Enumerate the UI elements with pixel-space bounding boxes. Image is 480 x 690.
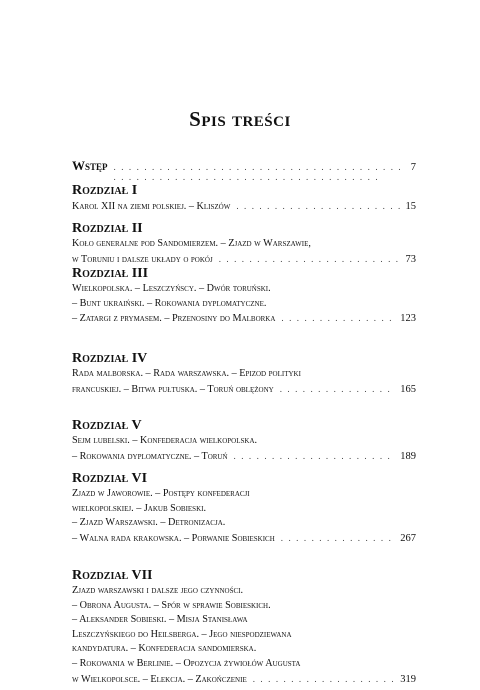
description-text: w Toruniu i dalsze układy o pokój xyxy=(72,253,213,265)
description-text: Sejm lubelski. – Konfederacja wielkopolska. xyxy=(72,435,258,446)
dot-leader xyxy=(234,449,395,464)
chapter-description-line xyxy=(72,297,416,312)
description-text: Leszczyńskiego do Heilsberga. – Jego niespodziewana xyxy=(72,628,292,640)
chapter-description-line xyxy=(72,613,416,628)
description-text: – Aleksander Sobieski. – Misja Stanisława xyxy=(72,614,248,626)
chapter-heading: Rozdział VI xyxy=(72,471,148,486)
chapter-description-line xyxy=(72,252,416,268)
toc-chapter-3 xyxy=(72,266,416,327)
description-text: Wielkopolska. – Leszczyńscy. – Dwór toruński. xyxy=(72,283,271,294)
description-text: – Walna rada krakowska. – Porwanie Sobieskich xyxy=(72,532,275,544)
toc-chapter-6 xyxy=(72,471,416,546)
chapter-description-line xyxy=(72,434,416,449)
page-number: 189 xyxy=(400,450,416,462)
chapter-description-line xyxy=(72,531,416,547)
chapter-description-line xyxy=(72,584,416,599)
chapter-description-line xyxy=(72,199,416,215)
chapter-description-line xyxy=(72,672,416,688)
description-text: Koło generalne pod Sandomierzem. – Zjazd w Warszawie, xyxy=(72,238,311,249)
chapter-heading: Rozdział VII xyxy=(72,568,153,583)
page-number: 319 xyxy=(400,673,416,685)
chapter-description-line xyxy=(72,642,416,657)
page-number: 7 xyxy=(410,162,416,173)
chapter-description-line xyxy=(72,367,416,382)
description-text: – Rokowania dyplomatyczne. – Toruń xyxy=(72,450,228,462)
dot-leader xyxy=(114,162,405,182)
chapter-description-line xyxy=(72,628,416,643)
chapter-heading: Rozdział V xyxy=(72,418,142,433)
toc-chapter-5 xyxy=(72,418,416,464)
page-number: 73 xyxy=(405,253,416,265)
page-number: 123 xyxy=(400,313,416,325)
description-text: francuskiej. – Bitwa pułtuska. – Toruń oblężony xyxy=(72,383,274,395)
chapter-heading: Rozdział III xyxy=(72,266,149,281)
description-text: wielkopolskiej. – Jakub Sobieski. xyxy=(72,502,207,514)
page-number: 15 xyxy=(405,201,416,212)
chapter-description-line xyxy=(72,487,416,502)
description-text: Zjazd warszawski i dalsze jego czynności. xyxy=(72,585,244,596)
description-text: – Zjazd Warszawski. – Detronizacja. xyxy=(72,517,226,529)
page-number: 267 xyxy=(400,532,416,544)
dot-leader xyxy=(253,672,395,687)
chapter-description-line xyxy=(72,516,416,531)
dot-leader xyxy=(236,199,399,214)
description-text: – Bunt ukraiński. – Rokowania dyplomatyczne. xyxy=(72,297,267,309)
description-text: Zjazd w Jaworowie. – Postępy konfederacji xyxy=(72,488,250,499)
chapter-description-line xyxy=(72,311,416,327)
dot-leader xyxy=(281,311,394,326)
page-title: Spis treści xyxy=(189,107,291,131)
chapter-description-line xyxy=(72,449,416,465)
dot-leader xyxy=(219,252,400,267)
description-text: – Obrona Augusta. – Spór w sprawie Sobieskich. xyxy=(72,599,271,611)
toc-chapter-7 xyxy=(72,568,416,687)
page-number: 165 xyxy=(400,383,416,395)
chapter-description-line xyxy=(72,599,416,614)
chapter-description-line xyxy=(72,502,416,517)
description-text: kandydatura. – Konfederacja sandomierska. xyxy=(72,643,257,655)
chapter-heading: Rozdział I xyxy=(72,183,138,198)
toc-entry-intro xyxy=(72,158,416,182)
dot-leader xyxy=(280,382,395,397)
chapter-heading: Rozdział IV xyxy=(72,351,148,366)
chapter-description-line xyxy=(72,282,416,297)
toc-chapter-1 xyxy=(72,183,416,215)
chapter-heading: Rozdział II xyxy=(72,221,143,236)
description-text: – Zatargi z prymasem. – Przenosiny do Malborka xyxy=(72,313,276,325)
chapter-description-line xyxy=(72,657,416,672)
chapter-description-line xyxy=(72,237,416,252)
toc-chapter-4 xyxy=(72,351,416,397)
intro-label: Wstęp xyxy=(72,158,108,173)
description-text: – Rokowania w Berlinie. – Opozycja żywiołów Augusta xyxy=(72,657,301,669)
chapter-description-line xyxy=(72,382,416,398)
description-text: w Wielkopolsce. – Elekcja. – Zakończenie xyxy=(72,673,247,685)
dot-leader xyxy=(281,531,394,546)
description-text: Rada malborska. – Rada warszawska. – Epizod polityki xyxy=(72,368,301,379)
toc-chapter-2 xyxy=(72,221,416,267)
description-text: Karol XII na ziemi polskiej. – Kliszów xyxy=(72,201,231,212)
